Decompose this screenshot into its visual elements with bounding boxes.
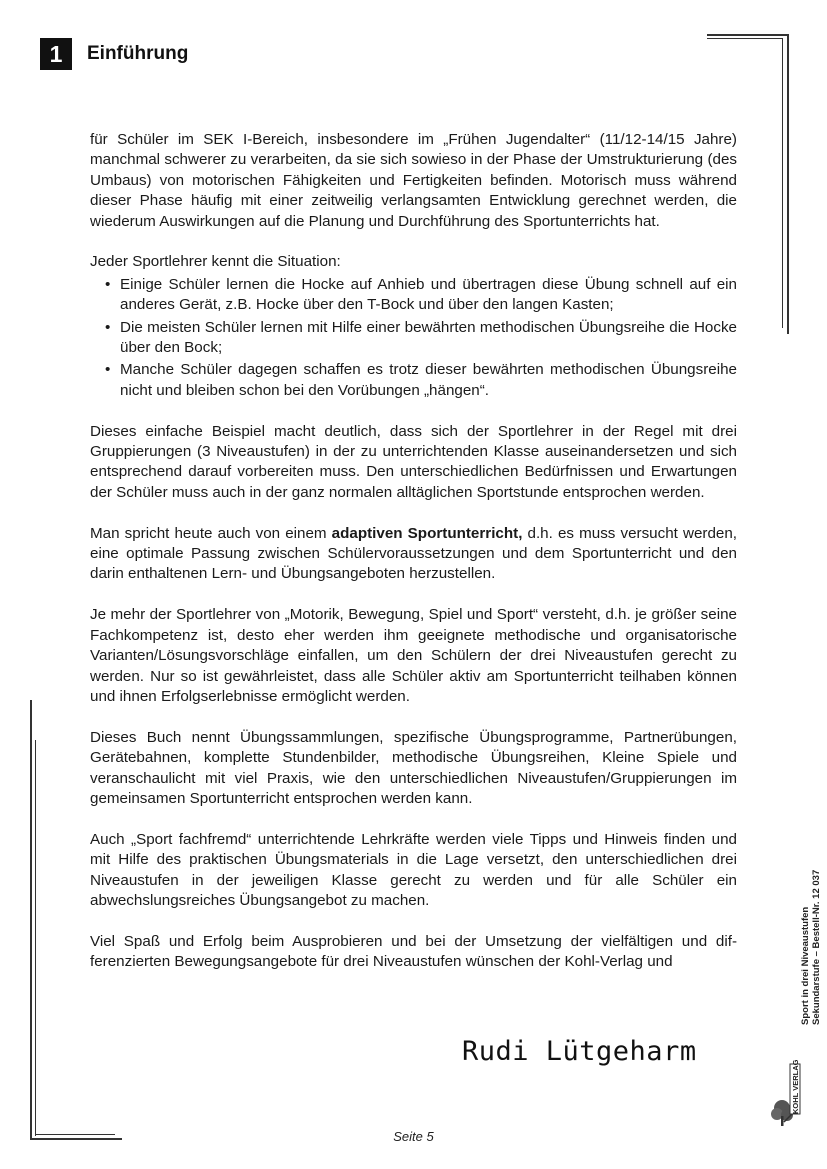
frame-right-vertical-outer [787, 34, 789, 334]
list-item: • Einige Schüler lernen die Hocke auf Anhieb und übertragen diese Übung schnell auf ein anderes Gerät, z.B. Hocke über den T-Bock und über den langen Kasten; [90, 275, 737, 316]
body-text [90, 130, 737, 993]
sidebar-publication-info [800, 870, 822, 1025]
paragraph-1: für Schüler im SEK I-Bereich, insbesondere im „Frühen Jugendalter“ (11/12-14/15 Jahre) manchmal schwerer zu verarbeiten, da sie sich sowieso in der Phase der Umstrukturierung (des Umbaus) von motorischen Fähigkeiten und Fertigkeiten befinden. Motorisch muss während dieser Phase häufig mit einer zeitweilig verlangsamten Entwicklung gerechnet werden, die wiederum Auswirkungen auf die Planung und Durchführung des Sportunterrichts hat. [90, 131, 737, 230]
list-item: • Die meisten Schüler lernen mit Hilfe einer bewährten methodischen Übungsreihe die Hocke über den Bock; [90, 318, 737, 359]
paragraph-5: Je mehr der Sportlehrer von „Motorik, Bewegung, Spiel und Sport“ versteht, d.h. je größer seine Fachkompetenz ist, desto eher werden ihm geeignete methodische und organisatorische Varianten/Lösungsvorschläge einfallen, um den Schülern der drei Niveaustufen gerecht zu werden. Nur so ist gewährleistet, dass alle Schüler aktiv am Sportunterricht teilhaben können und ihnen Erfolgserlebnisse ermöglicht werden. [90, 606, 737, 705]
chapter-title: Einführung [87, 43, 189, 64]
paragraph-2-intro: Jeder Sportlehrer kennt die Situation: [90, 253, 341, 271]
paragraph-4-bold-term: adaptiven Sportunterricht, [331, 524, 523, 542]
frame-top-right-horizontal [707, 34, 787, 36]
paragraph-7: Auch „Sport fachfremd“ unterrichtende Lehrkräfte werden viele Tipps und Hinweis finden und mit Hilfe des praktischen Übungsmaterials in die Lage versetzt, den unterschiedlichen drei Niveaustufen in der jeweiligen Klasse gerecht zu werden und für alle Schüler ein abwechslungsreiches Übungsangebot zu machen. [90, 830, 737, 909]
publisher-logo-text: KOHL VERLAG [791, 1059, 800, 1114]
page-number: Seite 5 [393, 1129, 434, 1144]
frame-right-vertical-inner [782, 38, 783, 328]
bullet-list [90, 275, 737, 401]
frame-top-right-horizontal-inner [707, 38, 782, 39]
paragraph-3: Dieses einfache Beispiel macht deutlich, dass sich der Sportlehrer in der Regel mit drei Gruppierungen (3 Niveaustufen) in der zu unterrichtenden Klasse auseinandersetzen und sich entsprechend darauf vorbereiten muss. Den unterschiedlichen Bedürfnissen und Erwartungen der Schüler muss auch in der ganz normalen alltäglichen Sportstunde entsprochen werden. [90, 422, 737, 501]
paragraph-4 [90, 524, 737, 585]
paragraph-8: Viel Spaß und Erfolg beim Ausprobieren und bei der Umsetzung der vielfältigen und differenzierten Bewegungsangebote für drei Niveaustufen wünschen der Kohl-Verlag und [90, 932, 737, 971]
paragraph-6: Dieses Buch nennt Übungssammlungen, spezifische Übungsprogramme, Partnerübungen, Gerätebahnen, komplette Stundenbilder, methodische Übungsreihen, Kleine Spiele und veranschaulicht mit viel Praxis, wie den unterschiedlichen Niveaustufen/Gruppierungen im gemeinsamen Sportunterricht entsprochen werden kann. [90, 728, 737, 807]
frame-left-vertical-inner [35, 740, 36, 1136]
author-signature: Rudi Lütgeharm [462, 1036, 697, 1067]
sidebar-title: Sport in drei Niveaustufen [800, 906, 811, 1025]
chapter-header [40, 38, 188, 70]
frame-left-vertical-outer [30, 700, 32, 1140]
paragraph-4-end: d.h. es muss versucht werden, eine optimale Passung zwischen Schülervoraussetzungen und dem Sportunterricht und den darin enthaltenen Lern- und Übungsangeboten herzustellen. [90, 524, 738, 583]
list-item: • Manche Schüler dagegen schaffen es trotz dieser bewährten methodischen Übungsreihe nicht und bleiben schon bei den Vorübungen „hängen“. [90, 360, 737, 401]
chapter-number: 1 [40, 38, 72, 70]
publisher-logo-icon [770, 1030, 810, 1130]
paragraph-4-start: Man spricht heute auch von einem [90, 524, 332, 542]
sidebar-order-number: Sekundarstufe – Bestell-Nr. 12 037 [811, 869, 822, 1025]
